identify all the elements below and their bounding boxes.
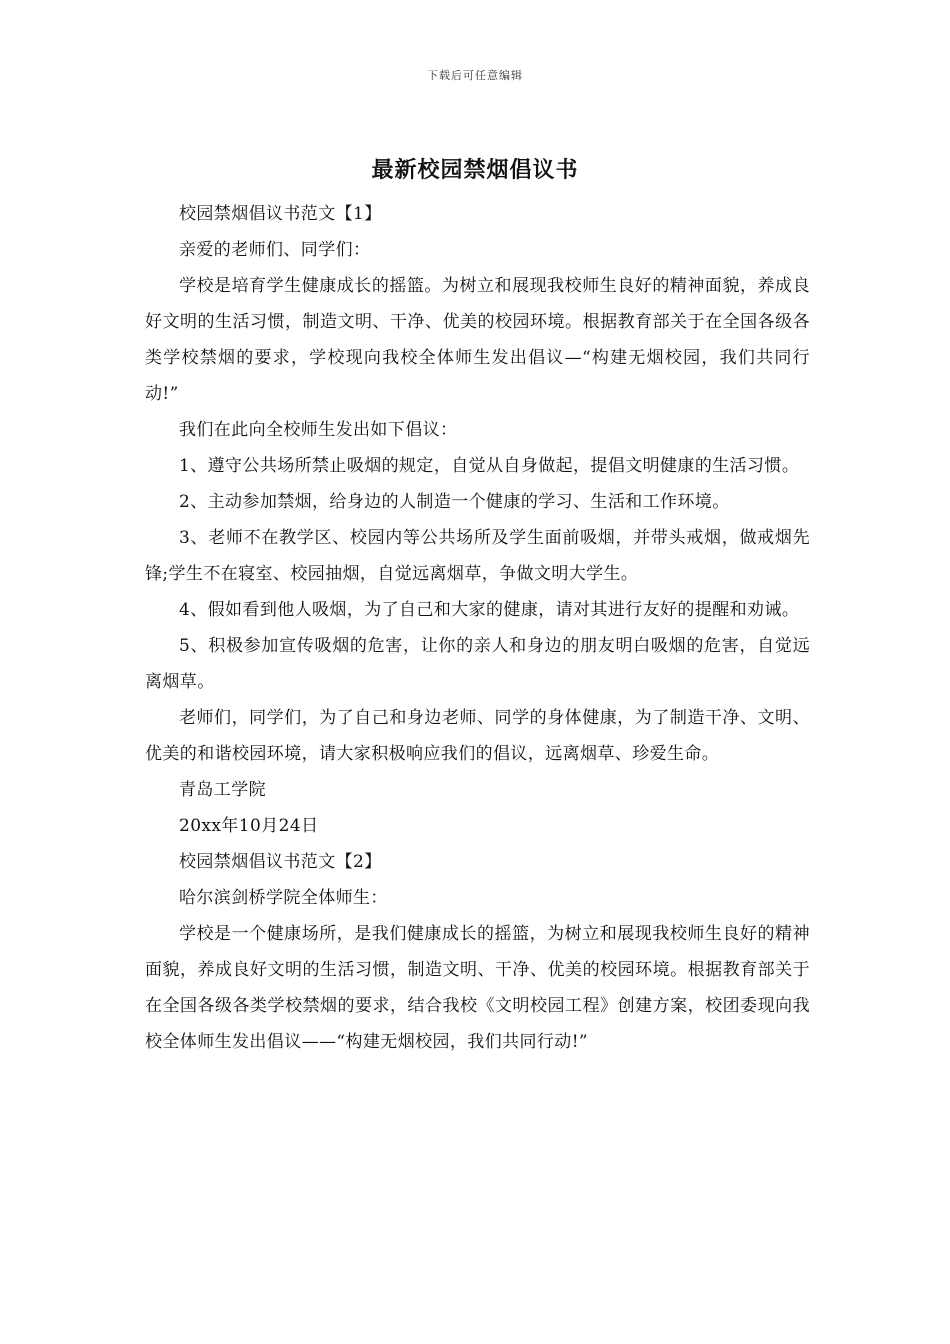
header-note: 下载后可任意编辑 (427, 69, 523, 82)
proposal-item-1: 1、遵守公共场所禁止吸烟的规定，自觉从自身做起，提倡文明健康的生活习惯。 (179, 456, 800, 476)
signature-organization: 青岛工学院 (179, 780, 266, 800)
section-heading-2: 校园禁烟倡议书范文【2】 (179, 852, 382, 872)
document-title: 最新校园禁烟倡议书 (371, 157, 579, 183)
signature-date: 20xx年10月24日 (179, 816, 319, 836)
body-paragraph: 学校是一个健康场所，是我们健康成长的摇篮，为树立和展现我校师生良好的精神面貌，养成良好文明的生活习惯，制造文明、干净、优美的校园环境。根据教育部关于在全国各级各类学校禁烟的要求，结合我校《文明校园工程》创建方案，校团委现向我校全体师生发出倡议——“构建无烟校园，我们共同行动!” (145, 924, 810, 1052)
body-paragraph: 我们在此向全校师生发出如下倡议： (179, 420, 458, 440)
section-heading-1: 校园禁烟倡议书范文【1】 (179, 204, 382, 224)
proposal-item-5: 5、积极参加宣传吸烟的危害，让你的亲人和身边的朋友明白吸烟的危害，自觉远离烟草。 (145, 636, 810, 692)
proposal-item-2: 2、主动参加禁烟，给身边的人制造一个健康的学习、生活和工作环境。 (179, 492, 730, 512)
salutation-1: 亲爱的老师们、同学们： (179, 240, 371, 260)
salutation-2: 哈尔滨剑桥学院全体师生： (179, 888, 388, 908)
body-paragraph: 老师们，同学们，为了自己和身边老师、同学的身体健康，为了制造干净、文明、优美的和谐校园环境，请大家积极响应我们的倡议，远离烟草、珍爱生命。 (145, 708, 810, 764)
proposal-item-4: 4、假如看到他人吸烟，为了自己和大家的健康，请对其进行友好的提醒和劝诫。 (179, 600, 800, 620)
body-paragraph: 学校是培育学生健康成长的摇篮。为树立和展现我校师生良好的精神面貌，养成良好文明的生活习惯，制造文明、干净、优美的校园环境。根据教育部关于在全国各级各类学校禁烟的要求，学校现向我校全体师生发出倡议—“构建无烟校园，我们共同行动!” (145, 276, 810, 404)
proposal-item-3: 3、老师不在教学区、校园内等公共场所及学生面前吸烟，并带头戒烟，做戒烟先锋;学生不在寝室、校园抽烟，自觉远离烟草，争做文明大学生。 (145, 528, 810, 584)
document-body (145, 196, 810, 1060)
